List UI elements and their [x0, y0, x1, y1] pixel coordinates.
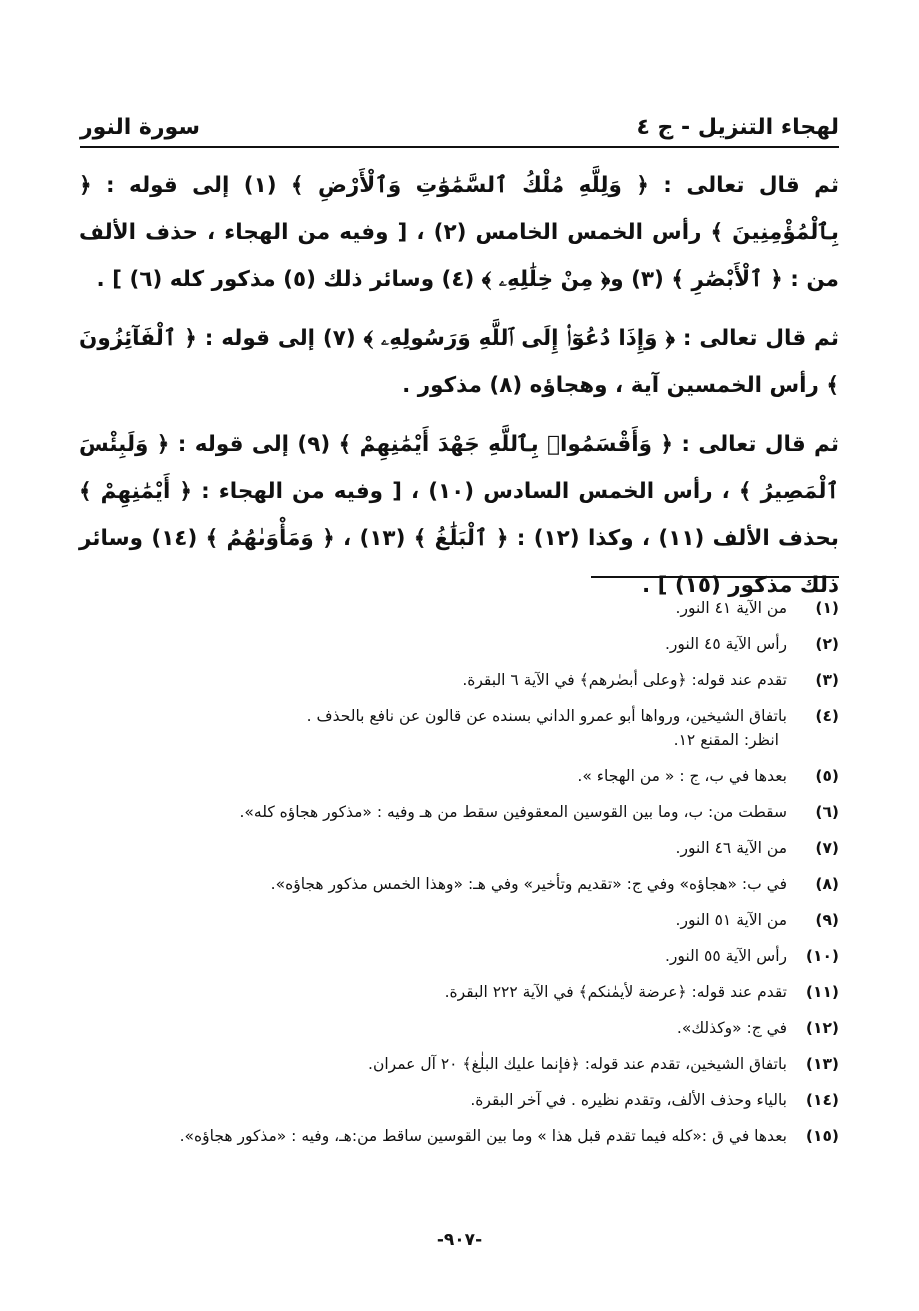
page-header	[80, 92, 839, 140]
paragraph: ثم قال تعالى : ﴿ وَأَقْسَمُوا۟ بِٱللَّهِ جَهْدَ أَيْمَٰنِهِمْ ﴾ (٩) إلى قوله : ﴿ وَلَبِئْسَ ٱلْمَصِيرُ ﴾ ، رأس الخمس السادس (١٠) ، [ وفيه من الهجاء : ﴿ أَيْمَٰنِهِمْ ﴾ بحذف الألف (١١) ، وكذا (١٢) : ﴿ ٱلْبَلَٰغُ ﴾ (١٣) ، ﴿ وَمَأْوَىٰهُمُ ﴾ (١٤) وسائر ذلك مذكور (١٥) ] .	[79, 432, 839, 598]
footnote-item	[69, 764, 839, 788]
surah-name: سورة النور	[80, 115, 200, 140]
footnote-number: (٧)	[815, 839, 839, 857]
footnote-continuation: انظر: المقنع ١٢.	[673, 731, 779, 749]
header-divider	[80, 146, 839, 148]
footnote-number: (٦)	[815, 803, 839, 821]
footnote-number: (١٤)	[805, 1091, 839, 1109]
main-text	[79, 162, 839, 621]
footnote-item	[69, 836, 839, 860]
footnote-text: بعدها في ب، ج : « من الهجاء ».	[577, 767, 787, 785]
footnote-text: رأس الآية ٤٥ النور.	[664, 635, 787, 653]
paragraph: ثم قال تعالى : ﴿ وَلِلَّهِ مُلْكُ ٱلسَّمَٰوَٰتِ وَٱلْأَرْضِ ﴾ (١) إلى قوله : ﴿ بِٱلْمُؤْمِنِينَ ﴾ رأس الخمس الخامس (٢) ، [ وفيه من الهجاء ، حذف الألف من : ﴿ ٱلْأَبْصَٰرِ ﴾ (٣) و﴿ مِنْ خِلَٰلِهِۦ ﴾ (٤) وسائر ذلك (٥) مذكور كله (٦) ] .	[79, 173, 839, 292]
footnote-body	[69, 704, 787, 752]
footnote-number: (١٢)	[805, 1019, 839, 1037]
footnote-item	[69, 980, 839, 1004]
footnotes-list	[69, 596, 839, 1160]
footnote-text: تقدم عند قوله: ﴿وعلى أبصٰرهم﴾ في الآية ٦ البقرة.	[462, 671, 787, 689]
footnote-number: (١)	[815, 599, 839, 617]
footnote-text: في ب: «هجاؤه» وفي ج: «تقديم وتأخير» وفي هـ: «وهذا الخمس مذكور هجاؤه».	[270, 875, 787, 893]
footnote-item	[69, 596, 839, 620]
footnote-number: (٤)	[815, 707, 839, 725]
footnote-number: (١٣)	[805, 1055, 839, 1073]
footnote-item	[69, 908, 839, 932]
footnote-divider	[591, 576, 839, 578]
book-title: لهجاء التنزيل - ج ٤	[636, 115, 839, 140]
footnote-text: سقطت من: ب، وما بين القوسين المعقوفين سقط من هـ وفيه : «مذكور هجاؤه كله».	[239, 803, 787, 821]
footnote-number: (٨)	[815, 875, 839, 893]
footnote-text: من الآية ٤٦ النور.	[675, 839, 787, 857]
footnote-number: (٩)	[815, 911, 839, 929]
footnote-text: تقدم عند قوله: ﴿عرضة لأيمٰنكم﴾ في الآية ٢٢٢ البقرة.	[444, 983, 787, 1001]
footnote-item	[69, 1016, 839, 1040]
footnote-item	[69, 1052, 839, 1076]
footnote-text: بعدها في ق :«كله فيما تقدم قبل هذا » وما بين القوسين ساقط من:هـ، وفيه : «مذكور هجاؤه».	[179, 1127, 787, 1145]
footnote-text: من الآية ٤١ النور.	[675, 599, 787, 617]
footnote-number: (١٥)	[805, 1127, 839, 1145]
footnote-text: باتفاق الشيخين، ورواها أبو عمرو الداني بسنده عن قالون عن نافع بالحذف .	[306, 707, 787, 725]
footnote-item	[69, 632, 839, 656]
footnote-number: (١١)	[805, 983, 839, 1001]
footnote-text: من الآية ٥١ النور.	[675, 911, 787, 929]
footnote-number: (٥)	[815, 767, 839, 785]
footnote-number: (٣)	[815, 671, 839, 689]
footnote-item	[69, 1088, 839, 1112]
footnote-text: رأس الآية ٥٥ النور.	[664, 947, 787, 965]
footnote-number: (١٠)	[805, 947, 839, 965]
footnote-item	[69, 704, 839, 752]
footnote-number: (٢)	[815, 635, 839, 653]
footnote-item	[69, 1124, 839, 1148]
footnote-item	[69, 668, 839, 692]
page-number: -٩٠٧-	[436, 1230, 483, 1250]
footnote-text: بالياء وحذف الألف، وتقدم نظيره . في آخر البقرة.	[470, 1091, 787, 1109]
paragraph: ثم قال تعالى : ﴿ وَإِذَا دُعُوٓا۟ إِلَى ٱللَّهِ وَرَسُولِهِۦ ﴾ (٧) إلى قوله : ﴿ ٱلْفَآئِزُونَ ﴾ رأس الخمسين آية ، وهجاؤه (٨) مذكور .	[79, 326, 839, 398]
footnote-text: باتفاق الشيخين، تقدم عند قوله: ﴿فإنما عليك البلٰغ﴾ ٢٠ آل عمران.	[368, 1055, 787, 1073]
footnote-item	[69, 944, 839, 968]
footnote-item	[69, 872, 839, 896]
footnote-text: في ج: «وكذلك».	[676, 1019, 787, 1037]
footnote-item	[69, 800, 839, 824]
